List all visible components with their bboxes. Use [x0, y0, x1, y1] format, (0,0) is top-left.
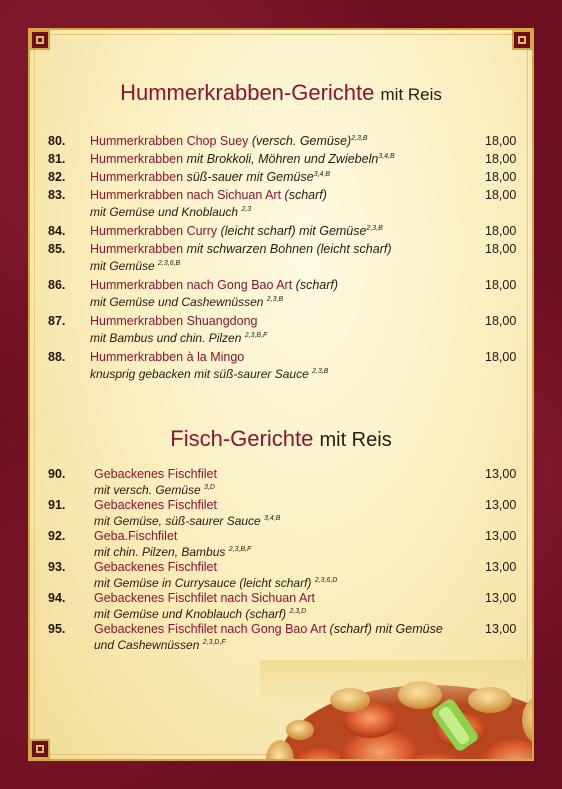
item-description: [90, 367, 328, 381]
item-description-text: mit Gemüse: [90, 259, 155, 273]
menu-item-detail: [0, 259, 562, 277]
item-name: [90, 224, 383, 238]
item-title: Geba.Fischfilet: [94, 529, 178, 543]
item-description-text: mit Gemüse und Cashewnüssen: [90, 295, 264, 309]
item-name: [94, 560, 217, 574]
item-description: [90, 259, 180, 273]
item-title: Hummerkrabben: [90, 152, 184, 166]
item-price: 13,00: [485, 560, 517, 574]
item-number: 94.: [48, 591, 66, 605]
item-title: Gebackenes Fischfilet: [94, 560, 217, 574]
item-description-text: knusprig gebacken mit süß-saurer Sauce: [90, 367, 309, 381]
item-number: 80.: [48, 134, 66, 148]
item-description: [94, 607, 306, 621]
item-price: 13,00: [485, 529, 517, 543]
menu-item: [0, 170, 562, 188]
item-description-text: mit Bambus und chin. Pilzen: [90, 331, 242, 345]
section-title-fisch: [0, 426, 562, 452]
item-number: 81.: [48, 152, 66, 166]
section-title-text: Hummerkrabben-Gerichte: [120, 80, 375, 105]
item-description: [94, 638, 226, 652]
item-description-text: mit chin. Pilzen, Bambus: [94, 545, 226, 559]
item-name: [90, 242, 392, 256]
item-note: mit Brokkoli, Möhren und Zwiebeln: [183, 152, 379, 166]
item-allergens: 2,3,B: [266, 296, 284, 303]
item-title: Hummerkrabben Chop Suey: [90, 134, 249, 148]
item-name: [90, 170, 330, 184]
item-name: [90, 278, 338, 292]
menu-item: [0, 134, 562, 152]
item-name: [90, 152, 395, 166]
menu-item: [0, 224, 562, 242]
menu-item: [0, 350, 562, 368]
menu-item-detail: [0, 367, 562, 385]
menu-item: [0, 188, 562, 206]
item-name: [90, 350, 244, 364]
item-title: Gebackenes Fischfilet nach Gong Bao Art: [94, 622, 327, 636]
item-number: 92.: [48, 529, 66, 543]
item-number: 88.: [48, 350, 66, 364]
section-title-hummerkrabben: [0, 80, 562, 106]
corner-ornament: [30, 30, 50, 50]
item-price: 18,00: [485, 152, 517, 166]
item-title: Hummerkrabben nach Sichuan Art: [90, 188, 282, 202]
item-price: 18,00: [485, 224, 517, 238]
item-title: Hummerkrabben Shuangdong: [90, 314, 258, 328]
item-description: [90, 295, 283, 309]
item-allergens: 3,D: [204, 484, 215, 491]
item-description: [94, 483, 215, 497]
item-number: 87.: [48, 314, 66, 328]
item-title: Hummerkrabben Curry: [90, 224, 218, 238]
item-allergens: 2,3,B: [366, 224, 383, 232]
item-name: [90, 134, 368, 148]
item-number: 95.: [48, 622, 66, 636]
corner-ornament: [30, 739, 50, 759]
menu-item: [0, 314, 562, 332]
item-description-text: mit Gemüse und Knoblauch: [90, 205, 239, 219]
item-description-text: mit Gemüse und Knoblauch (scharf): [94, 607, 287, 621]
item-name: [94, 467, 217, 481]
item-price: 18,00: [485, 188, 517, 202]
item-number: 86.: [48, 278, 66, 292]
menu-item: [0, 278, 562, 296]
item-name: [94, 529, 177, 543]
item-price: 13,00: [485, 591, 517, 605]
item-description: [94, 545, 251, 559]
item-allergens: 3,4,B: [264, 515, 281, 522]
menu-item-detail: [0, 205, 562, 223]
item-allergens: 2,3,6,D: [314, 577, 338, 584]
item-name: [90, 188, 327, 202]
item-number: 93.: [48, 560, 66, 574]
item-description: [94, 576, 337, 590]
item-title: Hummerkrabben: [90, 242, 184, 256]
section-title-suffix: mit Reis: [319, 429, 392, 451]
item-note: (scharf): [281, 188, 327, 202]
item-price: 13,00: [485, 498, 517, 512]
item-number: 82.: [48, 170, 66, 184]
menu-item-detail: [0, 295, 562, 313]
menu-item: [0, 152, 562, 170]
item-number: 83.: [48, 188, 66, 202]
item-title: Hummerkrabben: [90, 170, 184, 184]
item-price: 13,00: [485, 622, 517, 636]
item-title: Hummerkrabben nach Gong Bao Art: [90, 278, 293, 292]
food-photo: [260, 660, 534, 761]
corner-ornament: [512, 30, 532, 50]
item-name: [94, 591, 315, 605]
section-title-suffix: mit Reis: [380, 85, 442, 104]
item-number: 84.: [48, 224, 66, 238]
item-allergens: 2,3,6,B: [158, 260, 181, 267]
item-allergens: 2,3,D: [289, 608, 307, 615]
item-allergens: 2,3,B: [351, 134, 368, 142]
item-description: [90, 205, 251, 219]
item-name: [90, 314, 257, 328]
item-note: (scharf) mit Gemüse: [326, 622, 443, 636]
item-allergens: 3,4,B: [313, 170, 331, 178]
section-title-text: Fisch-Gerichte: [170, 426, 314, 451]
item-title: Gebackenes Fischfilet nach Sichuan Art: [94, 591, 315, 605]
item-description-text: mit versch. Gemüse: [94, 483, 201, 497]
item-description-text: mit Gemüse, süß-saurer Sauce: [94, 514, 261, 528]
item-allergens: 2,3,D,F: [202, 639, 226, 646]
item-name: [94, 498, 217, 512]
item-price: 18,00: [485, 278, 517, 292]
item-price: 13,00: [485, 467, 517, 481]
item-name: [94, 622, 443, 636]
item-number: 90.: [48, 467, 66, 481]
menu-item-detail: [0, 638, 562, 656]
item-note: mit schwarzen Bohnen (leicht scharf): [183, 242, 392, 256]
item-description: [94, 514, 280, 528]
item-number: 85.: [48, 242, 66, 256]
item-description-text: und Cashewnüssen: [94, 638, 200, 652]
item-allergens: 2,3: [241, 206, 252, 213]
item-note: (leicht scharf) mit Gemüse: [217, 224, 367, 238]
item-description: [90, 331, 267, 345]
item-note: süß-sauer mit Gemüse: [183, 170, 314, 184]
item-description-text: mit Gemüse in Currysauce (leicht scharf): [94, 576, 312, 590]
item-note: (scharf): [292, 278, 339, 292]
item-price: 18,00: [485, 350, 517, 364]
item-title: Gebackenes Fischfilet: [94, 467, 217, 481]
item-number: 91.: [48, 498, 66, 512]
menu-item: [0, 242, 562, 260]
item-allergens: 2,3,B: [312, 368, 329, 375]
item-allergens: 3,4,B: [378, 152, 395, 160]
item-price: 18,00: [485, 242, 517, 256]
item-title: Gebackenes Fischfilet: [94, 498, 217, 512]
item-title: Hummerkrabben à la Mingo: [90, 350, 245, 364]
item-price: 18,00: [485, 314, 517, 328]
item-allergens: 2,3,B,F: [228, 546, 252, 553]
item-allergens: 2,3,B,F: [244, 332, 268, 339]
menu-item-detail: [0, 331, 562, 349]
item-price: 18,00: [485, 134, 517, 148]
item-note: (versch. Gemüse): [248, 134, 352, 148]
item-price: 18,00: [485, 170, 517, 184]
